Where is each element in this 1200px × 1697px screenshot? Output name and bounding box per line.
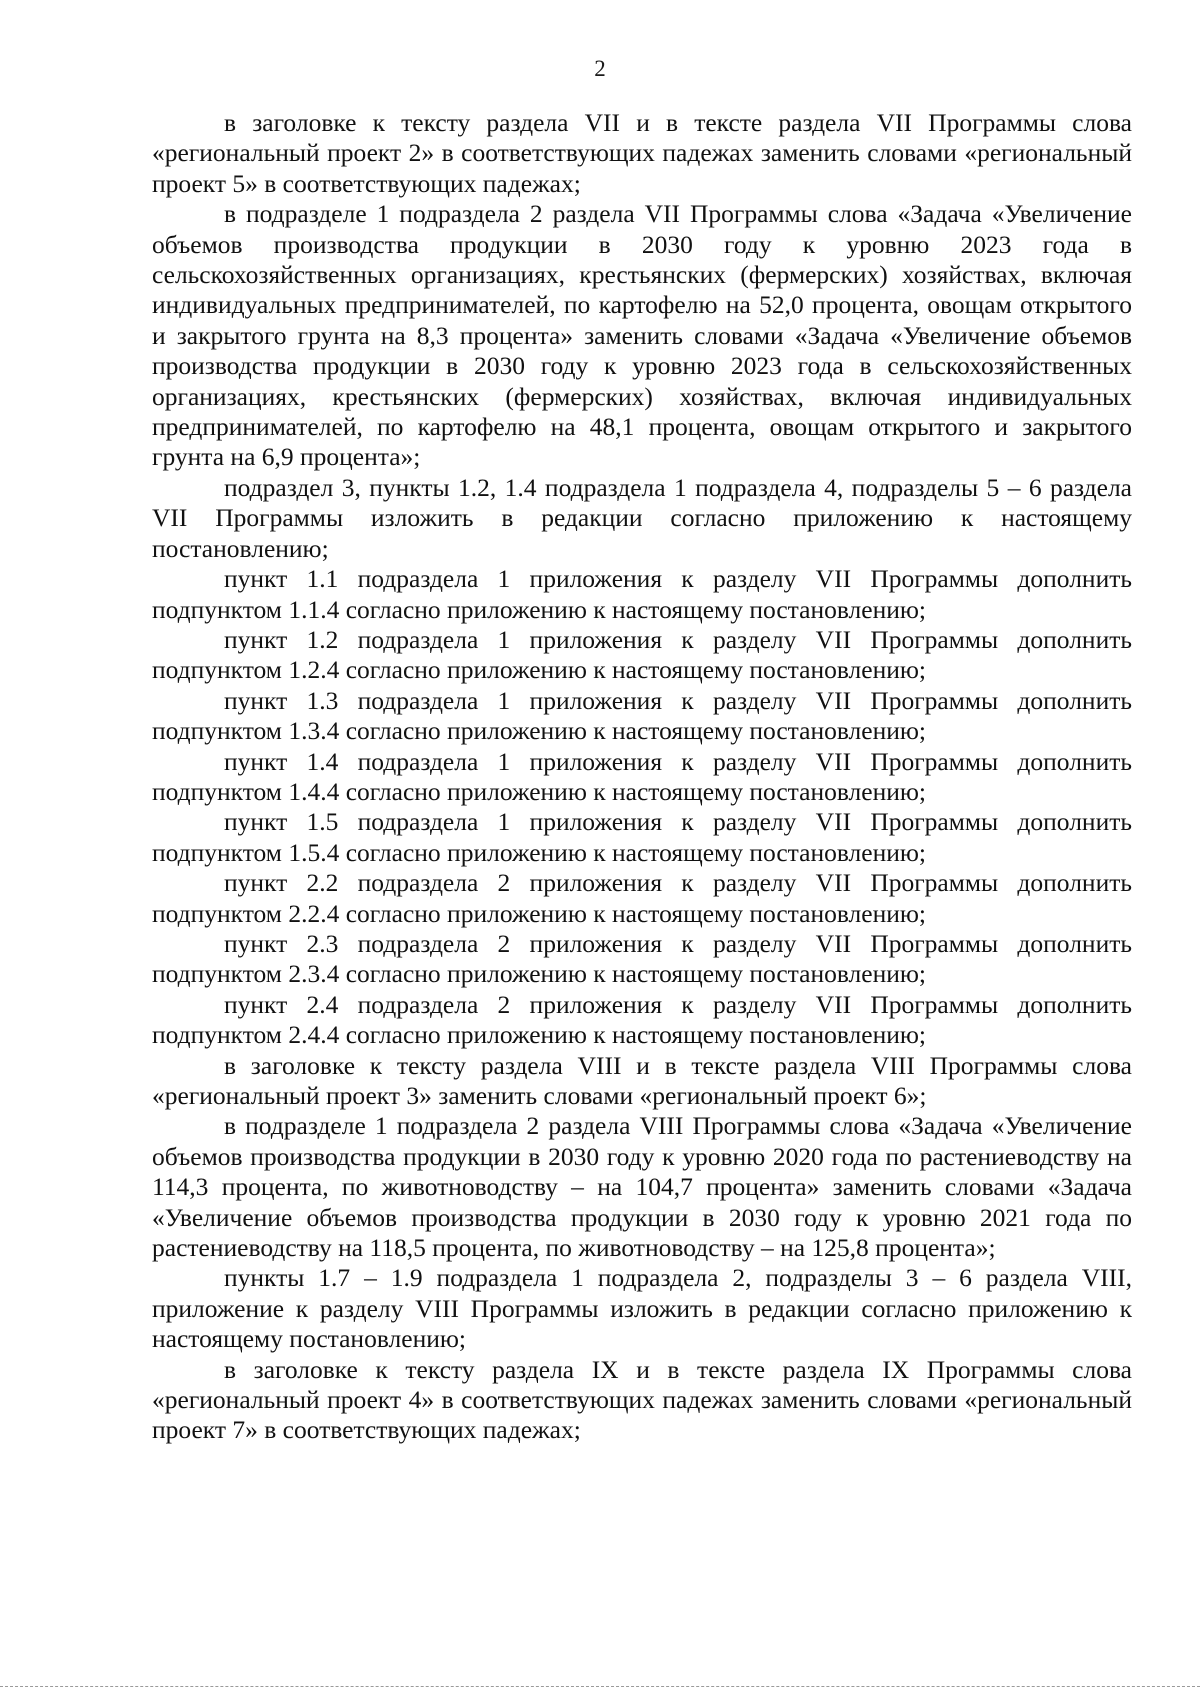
paragraph: в подразделе 1 подраздела 2 раздела VII Программы слова «Задача «Увеличение объемов производства продукции в 2030 году к уровню 2023 года в сельскохозяйственных организациях, крестьянских (фермерских) хозяйствах, включая индивидуальных предпринимателей, по картофелю на 52,0 процента, овощам открытого и закрытого грунта на 8,3 процента» заменить словами «Задача «Увеличение объемов производства продукции в 2030 году к уровню 2023 года в сельскохозяйственных организациях, крестьянских (фермерских) хозяйствах, включая индивидуальных предпринимателей, по картофелю на 48,1 процента, овощам открытого и закрытого грунта на 6,9 процента»; bbox=[152, 199, 1132, 472]
paragraph: в заголовке к тексту раздела VII и в тексте раздела VII Программы слова «региональный проект 2» в соответствующих падежах заменить словами «региональный проект 5» в соответствующих падежах; bbox=[152, 108, 1132, 198]
paragraph: пункт 2.3 подраздела 2 приложения к разделу VII Программы дополнить подпунктом 2.3.4 согласно приложению к настоящему постановлению; bbox=[152, 928, 1132, 989]
paragraph: пункты 1.7 – 1.9 подраздела 1 подраздела 2, подразделы 3 – 6 раздела VIII, приложение к разделу VIII Программы изложить в редакции согласно приложению к настоящему постановлению; bbox=[152, 1263, 1132, 1354]
scan-edge-divider bbox=[0, 1686, 1200, 1687]
page-number: 2 bbox=[594, 56, 606, 81]
paragraph: пункт 1.3 подраздела 1 приложения к разделу VII Программы дополнить подпунктом 1.3.4 согласно приложению к настоящему постановлению; bbox=[152, 685, 1132, 746]
document-body bbox=[152, 108, 1132, 1446]
paragraph: пункт 1.5 подраздела 1 приложения к разделу VII Программы дополнить подпунктом 1.5.4 согласно приложению к настоящему постановлению; bbox=[152, 807, 1132, 867]
paragraph: пункт 1.2 подраздела 1 приложения к разделу VII Программы дополнить подпунктом 1.2.4 согласно приложению к настоящему постановлению; bbox=[152, 624, 1132, 685]
paragraph: пункт 1.4 подраздела 1 приложения к разделу VII Программы дополнить подпунктом 1.4.4 согласно приложению к настоящему постановлению; bbox=[152, 746, 1132, 806]
paragraph: пункт 2.2 подраздела 2 приложения к разделу VII Программы дополнить подпунктом 2.2.4 согласно приложению к настоящему постановлению; bbox=[152, 868, 1132, 928]
paragraph: в заголовке к тексту раздела VIII и в тексте раздела VIII Программы слова «региональный проект 3» заменить словами «региональный проект 6»; bbox=[152, 1050, 1132, 1110]
paragraph: подраздел 3, пункты 1.2, 1.4 подраздела 1 подраздела 4, подразделы 5 – 6 раздела VII Программы изложить в редакции согласно приложению к настоящему постановлению; bbox=[152, 472, 1132, 563]
paragraph: в заголовке к тексту раздела IX и в тексте раздела IX Программы слова «региональный проект 4» в соответствующих падежах заменить словами «региональный проект 7» в соответствующих падежах; bbox=[152, 1354, 1132, 1445]
paragraph: в подразделе 1 подраздела 2 раздела VIII Программы слова «Задача «Увеличение объемов производства продукции в 2030 году к уровню 2020 года по растениеводству на 114,3 процента, по животноводству – на 104,7 процента» заменить словами «Задача «Увеличение объемов производства продукции в 2030 году к уровню 2021 года по растениеводству на 118,5 процента, по животноводству – на 125,8 процента»; bbox=[152, 1111, 1132, 1263]
paragraph: пункт 1.1 подраздела 1 приложения к разделу VII Программы дополнить подпунктом 1.1.4 согласно приложению к настоящему постановлению; bbox=[152, 564, 1132, 624]
paragraph: пункт 2.4 подраздела 2 приложения к разделу VII Программы дополнить подпунктом 2.4.4 согласно приложению к настоящему постановлению; bbox=[152, 989, 1132, 1050]
